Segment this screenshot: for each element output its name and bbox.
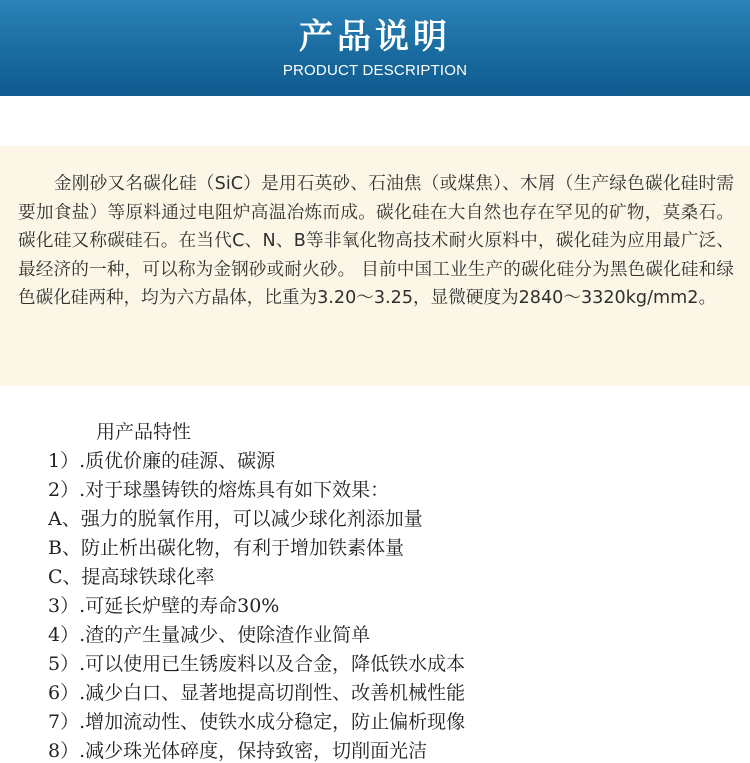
feature-item: B、防止析出碳化物，有利于增加铁素体量: [48, 537, 404, 559]
feature-item: 8）.减少珠光体碎度，保持致密，切削面光洁: [48, 740, 428, 762]
feature-item: 5）.可以使用已生锈废料以及合金，降低铁水成本: [48, 653, 466, 675]
feature-item: C、提高球铁球化率: [48, 566, 215, 588]
feature-item: 3）.可延长炉壁的寿命30%: [48, 595, 280, 617]
feature-item: 2）.对于球墨铸铁的熔炼具有如下效果：: [48, 479, 390, 501]
feature-item: 1）.质优价廉的硅源、碳源: [48, 450, 276, 472]
intro-panel: [0, 146, 750, 386]
header-banner: [0, 0, 750, 96]
feature-item: 6）.减少白口、显著地提高切削性、改善机械性能: [48, 682, 466, 704]
intro-paragraph: 金刚砂又名碳化硅（SiC）是用石英砂、石油焦（或煤焦）、木屑（生产绿色碳化硅时需要加食盐）等原料通过电阻炉高温冶炼而成。碳化硅在大自然也存在罕见的矿物，莫桑石。 碳化硅又称碳硅石。在当代C、N、B等非氧化物高技术耐火原料中，碳化硅为应用最广泛、最经济的一种，可以称为金钢砂或耐火砂。 目前中国工业生产的碳化硅分为黑色碳化硅和绿色碳化硅两种，均为六方晶体，比重为3.20～3.25，显微硬度为2840～3320kg/mm2。: [18, 174, 734, 309]
page-subtitle: PRODUCT DESCRIPTION: [282, 62, 468, 79]
feature-item: 7）.增加流动性、使铁水成分稳定，防止偏析现像: [48, 711, 466, 733]
features-heading: 用产品特性: [96, 421, 192, 443]
page-title: 产品说明: [299, 17, 451, 57]
feature-item: 4）.渣的产生量减少、使除渣作业简单: [48, 624, 371, 646]
feature-item: A、强力的脱氧作用，可以减少球化剂添加量: [48, 508, 423, 530]
